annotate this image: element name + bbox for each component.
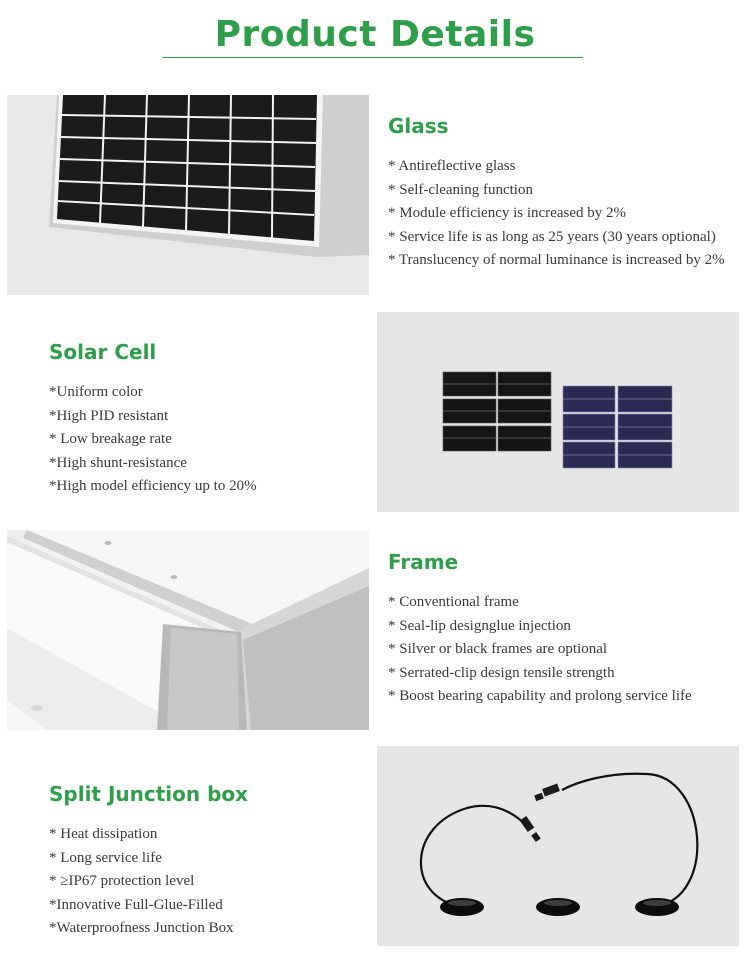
list-item: *High model efficiency up to 20%: [49, 478, 257, 495]
junction-box-heading: Split Junction box: [49, 782, 249, 806]
list-item: *High PID resistant: [49, 407, 169, 424]
list-item: * Seal-lip designglue injection: [388, 617, 571, 634]
list-item: * Low breakage rate: [49, 431, 172, 448]
list-item: *Waterproofness Junction Box: [49, 920, 234, 937]
list-item: * Heat dissipation: [49, 826, 158, 842]
junction-box-image: [377, 746, 739, 946]
aluminum-frame-image: [7, 530, 369, 730]
frame-feature-list: [388, 591, 692, 709]
list-item: * Service life is as long as 25 years (30 years optional): [388, 228, 716, 245]
list-item: * Antireflective glass: [388, 158, 516, 174]
list-item: * Translucency of normal luminance is increased by 2%: [388, 252, 725, 269]
glass-heading: Glass: [388, 114, 449, 138]
glass-section: [388, 114, 725, 273]
frame-section: [388, 550, 692, 709]
junction-box-section: [49, 782, 248, 941]
list-item: * Long service life: [49, 849, 162, 866]
list-item: *Innovative Full-Glue-Filled: [49, 896, 223, 913]
list-item: * Boost bearing capability and prolong service life: [388, 688, 692, 705]
title-underline: [163, 57, 583, 58]
solar-cell-section: [49, 340, 257, 499]
list-item: * Self-cleaning function: [388, 181, 533, 198]
glass-feature-list: [388, 155, 725, 273]
list-item: * Silver or black frames are optional: [388, 641, 608, 658]
list-item: * Serrated-clip design tensile strength: [388, 664, 615, 681]
junction-box-feature-list: [49, 823, 248, 941]
solar-cell-feature-list: [49, 381, 257, 499]
list-item: *Uniform color: [49, 384, 143, 400]
solar-cell-heading: Solar Cell: [49, 340, 157, 364]
solar-cells-image: [377, 312, 739, 512]
list-item: * Module efficiency is increased by 2%: [388, 205, 626, 222]
list-item: *High shunt-resistance: [49, 454, 187, 471]
frame-heading: Frame: [388, 550, 459, 574]
page-title: Product Details: [214, 14, 536, 55]
solar-panel-glass-image: [7, 95, 369, 295]
list-item: * ≥IP67 protection level: [49, 873, 195, 890]
list-item: * Conventional frame: [388, 594, 519, 610]
